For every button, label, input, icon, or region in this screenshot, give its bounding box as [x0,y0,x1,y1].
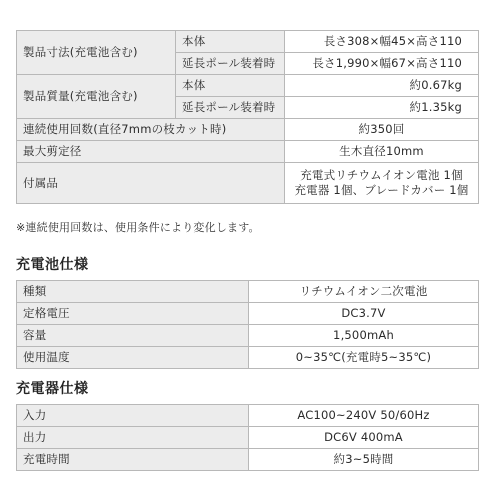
charger-row [17,427,479,449]
battery-label: 定格電圧 [17,303,249,325]
battery-section-title: 充電池仕様 [16,257,89,273]
max-diameter-label: 最大剪定径 [17,141,285,163]
battery-value: 1,500mAh [249,325,479,347]
weight-row-body [17,75,479,97]
charger-label: 出力 [17,427,249,449]
weight-label: 製品質量(充電池含む) [17,75,176,119]
battery-spec-table [16,280,479,369]
accessories-value [285,163,479,204]
battery-value: DC3.7V [249,303,479,325]
continuous-use-row [17,119,479,141]
size-pole-label: 延長ポール装着時 [176,53,285,75]
charger-value: AC100~240V 50/60Hz [249,405,479,427]
battery-label: 種類 [17,281,249,303]
max-diameter-row [17,141,479,163]
charger-row [17,449,479,471]
size-pole-value: 長さ1,990×幅67×高さ110 [285,53,479,75]
battery-row [17,347,479,369]
charger-label: 入力 [17,405,249,427]
size-body-label: 本体 [176,31,285,53]
battery-value: 0~35℃(充電時5~35℃) [249,347,479,369]
size-body-value: 長さ308×幅45×高さ110 [285,31,479,53]
battery-row [17,281,479,303]
weight-body-value: 約0.67kg [285,75,479,97]
charger-row [17,405,479,427]
weight-body-label: 本体 [176,75,285,97]
battery-label: 使用温度 [17,347,249,369]
battery-row [17,303,479,325]
charger-section-title: 充電器仕様 [16,381,89,397]
accessories-line-2: 充電器 1個、ブレードカバー 1個 [294,183,469,197]
battery-row [17,325,479,347]
charger-label: 充電時間 [17,449,249,471]
charger-value: 約3~5時間 [249,449,479,471]
charger-value: DC6V 400mA [249,427,479,449]
accessories-line-1: 充電式リチウムイオン電池 1個 [300,168,463,182]
continuous-use-value: 約350回 [285,119,479,141]
product-spec-table [16,30,479,204]
weight-pole-value: 約1.35kg [285,97,479,119]
battery-value: リチウムイオン二次電池 [249,281,479,303]
accessories-label: 付属品 [17,163,285,204]
charger-spec-table [16,404,479,471]
size-label: 製品寸法(充電池含む) [17,31,176,75]
continuous-use-label: 連続使用回数(直径7mmの枝カット時) [17,119,285,141]
accessories-row [17,163,479,204]
max-diameter-value: 生木直径10mm [285,141,479,163]
battery-label: 容量 [17,325,249,347]
weight-pole-label: 延長ポール装着時 [176,97,285,119]
usage-note: ※連続使用回数は、使用条件により変化します。 [16,221,260,234]
size-row-body [17,31,479,53]
